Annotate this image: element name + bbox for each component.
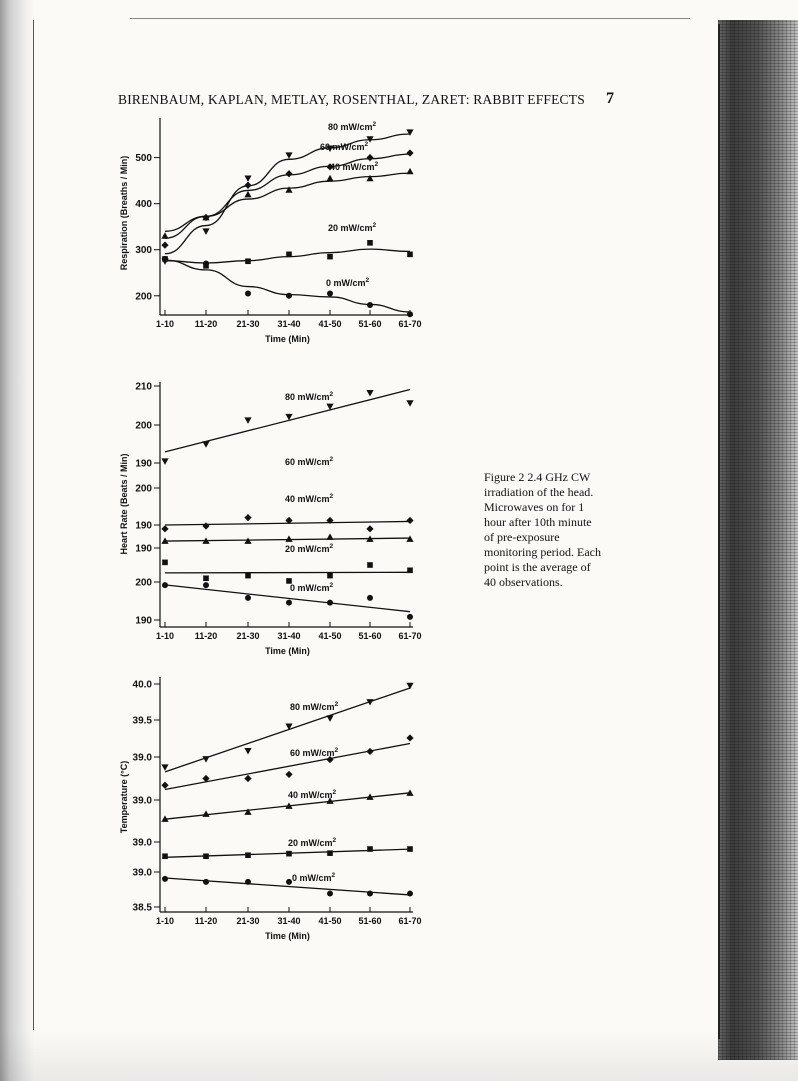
series-label: 40 $mW/cm^2$ bbox=[330, 161, 379, 172]
y-tick-label: 39.5 bbox=[132, 715, 152, 727]
data-point bbox=[161, 782, 168, 789]
x-tick-label: 51-60 bbox=[358, 916, 382, 926]
y-tick-label: 300 bbox=[135, 245, 152, 257]
caption-line: Figure 2 2.4 GHz CW bbox=[484, 470, 591, 484]
series-trend-line bbox=[165, 743, 410, 789]
data-point bbox=[203, 879, 209, 885]
data-point bbox=[407, 614, 413, 620]
x-tick-label: 31-40 bbox=[277, 631, 301, 641]
series-label: 40 $mW/cm^2$ bbox=[285, 493, 334, 504]
data-point bbox=[406, 168, 413, 174]
x-axis-title: Time (Min) bbox=[265, 646, 310, 656]
y-axis-title: Temperature (°C) bbox=[119, 760, 129, 834]
series-label: 0 $mW/cm^2$ bbox=[290, 582, 334, 593]
data-point bbox=[244, 514, 251, 521]
x-tick-label: 1-10 bbox=[155, 631, 175, 641]
data-point bbox=[202, 522, 209, 529]
y-tick-label: 200 bbox=[135, 291, 152, 303]
series-trend-line bbox=[165, 585, 410, 612]
y-tick-label: 38.5 bbox=[132, 902, 152, 914]
data-point bbox=[245, 290, 251, 296]
data-point bbox=[202, 441, 209, 447]
data-point bbox=[285, 535, 292, 541]
x-tick-label: 51-60 bbox=[358, 631, 382, 641]
data-point bbox=[327, 600, 333, 606]
data-point bbox=[244, 775, 251, 782]
data-point bbox=[202, 228, 209, 234]
x-tick-label: 41-50 bbox=[318, 631, 342, 641]
x-tick-label: 31-40 bbox=[277, 319, 301, 329]
data-point bbox=[161, 458, 168, 464]
data-point bbox=[327, 254, 333, 260]
series-trend-line bbox=[165, 134, 410, 254]
data-point bbox=[366, 175, 373, 181]
data-point bbox=[244, 417, 251, 423]
caption-line: point is the average of bbox=[484, 560, 591, 574]
series-label: 80 $mW/cm^2$ bbox=[328, 121, 377, 132]
series-trend-line bbox=[165, 688, 410, 772]
data-point bbox=[286, 600, 292, 606]
y-tick-label: 40.0 bbox=[132, 679, 152, 691]
x-tick-label: 51-60 bbox=[358, 319, 382, 329]
data-point bbox=[244, 182, 251, 189]
y-tick-label: 190 bbox=[135, 520, 152, 532]
data-point bbox=[326, 533, 333, 539]
series-label: 0 $mW/cm^2$ bbox=[326, 277, 370, 288]
series-label: 60 $mW/cm^2$ bbox=[290, 747, 339, 758]
data-point bbox=[203, 575, 209, 581]
y-axis-title: Respiration (Breaths / Min) bbox=[119, 155, 129, 271]
data-point bbox=[161, 525, 168, 532]
y-tick-label: 400 bbox=[135, 199, 152, 211]
caption-line: monitoring period. Each bbox=[484, 545, 601, 559]
data-point bbox=[367, 891, 373, 897]
x-tick-label: 21-30 bbox=[236, 631, 260, 641]
y-tick-label: 190 bbox=[135, 615, 152, 627]
x-tick-label: 11-20 bbox=[194, 631, 218, 641]
data-point bbox=[407, 311, 413, 317]
series-label: 80 $mW/cm^2$ bbox=[290, 701, 339, 712]
x-tick-label: 21-30 bbox=[236, 319, 260, 329]
y-tick-label: 190 bbox=[135, 458, 152, 470]
data-point bbox=[407, 846, 413, 852]
data-point bbox=[366, 390, 373, 396]
data-point bbox=[286, 851, 292, 857]
data-point bbox=[367, 302, 373, 308]
data-point bbox=[161, 764, 168, 770]
data-point bbox=[327, 290, 333, 296]
data-point bbox=[326, 715, 333, 721]
figure-caption bbox=[484, 470, 619, 590]
data-point bbox=[407, 252, 413, 258]
data-point bbox=[203, 853, 209, 859]
x-tick-label: 41-50 bbox=[318, 319, 342, 329]
data-point bbox=[406, 734, 413, 741]
y-tick-label: 39.0 bbox=[132, 795, 152, 807]
y-tick-label: 200 bbox=[135, 483, 152, 495]
data-point bbox=[245, 852, 251, 858]
x-tick-label: 41-50 bbox=[318, 916, 342, 926]
y-tick-label: 190 bbox=[135, 543, 152, 555]
y-tick-label: 210 bbox=[135, 381, 152, 393]
caption-line: hour after 10th minute bbox=[484, 515, 592, 529]
data-point bbox=[286, 293, 292, 299]
data-point bbox=[406, 517, 413, 524]
data-point bbox=[244, 748, 251, 754]
data-point bbox=[327, 891, 333, 897]
data-point bbox=[162, 256, 168, 262]
series-trend-line bbox=[165, 572, 410, 573]
data-point bbox=[407, 568, 413, 574]
data-point bbox=[245, 595, 251, 601]
data-point bbox=[245, 879, 251, 885]
data-point bbox=[326, 175, 333, 181]
data-point bbox=[285, 152, 292, 158]
x-axis-title: Time (Min) bbox=[265, 931, 310, 941]
series-label: 20 $mW/cm^2$ bbox=[288, 837, 337, 848]
data-point bbox=[286, 252, 292, 258]
x-tick-label: 11-20 bbox=[194, 319, 218, 329]
y-tick-label: 39.0 bbox=[132, 867, 152, 879]
series-trend-line bbox=[165, 260, 410, 312]
data-point bbox=[162, 560, 168, 566]
y-tick-label: 200 bbox=[135, 577, 152, 589]
x-tick-label: 61-70 bbox=[398, 916, 422, 926]
x-tick-label: 61-70 bbox=[398, 319, 422, 329]
data-point bbox=[406, 400, 413, 406]
x-tick-label: 1-10 bbox=[155, 916, 175, 926]
data-point bbox=[366, 154, 373, 161]
data-point bbox=[406, 129, 413, 135]
y-tick-label: 200 bbox=[135, 420, 152, 432]
data-point bbox=[161, 242, 168, 249]
data-point bbox=[203, 582, 209, 588]
y-tick-label: 500 bbox=[135, 153, 152, 165]
series-label: 60 $mW/cm^2$ bbox=[320, 141, 369, 152]
x-tick-label: 61-70 bbox=[398, 631, 422, 641]
x-axis-title: Time (Min) bbox=[265, 334, 310, 344]
series-label: 20 $mW/cm^2$ bbox=[285, 543, 334, 554]
y-tick-label: 39.0 bbox=[132, 752, 152, 764]
data-point bbox=[407, 891, 413, 897]
y-tick-label: 39.0 bbox=[132, 837, 152, 849]
data-point bbox=[366, 748, 373, 755]
data-point bbox=[202, 756, 209, 762]
caption-line: irradiation of the head. bbox=[484, 485, 594, 499]
data-point bbox=[367, 240, 373, 246]
data-point bbox=[245, 258, 251, 264]
data-point bbox=[244, 191, 251, 197]
header-authors: BIRENBAUM, KAPLAN, METLAY, ROSENTHAL, ZARET: RABBIT EFFECTS bbox=[118, 92, 585, 107]
data-point bbox=[203, 261, 209, 267]
series-label: 20 $mW/cm^2$ bbox=[328, 222, 377, 233]
data-point bbox=[367, 846, 373, 852]
x-tick-label: 1-10 bbox=[155, 319, 175, 329]
data-point bbox=[367, 595, 373, 601]
data-point bbox=[162, 853, 168, 859]
data-point bbox=[367, 562, 373, 568]
data-point bbox=[245, 573, 251, 579]
data-point bbox=[162, 582, 168, 588]
series-label: 80 $mW/cm^2$ bbox=[285, 391, 334, 402]
data-point bbox=[327, 850, 333, 856]
data-point bbox=[202, 810, 209, 816]
data-point bbox=[285, 771, 292, 778]
caption-line: of pre-exposure bbox=[484, 530, 560, 544]
series-label: 60 $mW/cm^2$ bbox=[285, 456, 334, 467]
data-point bbox=[406, 149, 413, 156]
series-label: 0 $mW/cm^2$ bbox=[292, 872, 336, 883]
data-point bbox=[244, 175, 251, 181]
series-label: 40 $mW/cm^2$ bbox=[288, 789, 337, 800]
x-tick-label: 21-30 bbox=[236, 916, 260, 926]
page-number: 7 bbox=[606, 90, 615, 107]
data-point bbox=[161, 232, 168, 238]
x-tick-label: 31-40 bbox=[277, 916, 301, 926]
y-axis-title: Heart Rate (Beats / Min) bbox=[119, 453, 129, 555]
data-point bbox=[162, 876, 168, 882]
caption-line: Microwaves on for 1 bbox=[484, 500, 585, 514]
data-point bbox=[327, 573, 333, 579]
x-tick-label: 11-20 bbox=[194, 916, 218, 926]
data-point bbox=[285, 186, 292, 192]
caption-line: 40 observations. bbox=[484, 575, 563, 589]
data-point bbox=[366, 525, 373, 532]
data-point bbox=[285, 170, 292, 177]
